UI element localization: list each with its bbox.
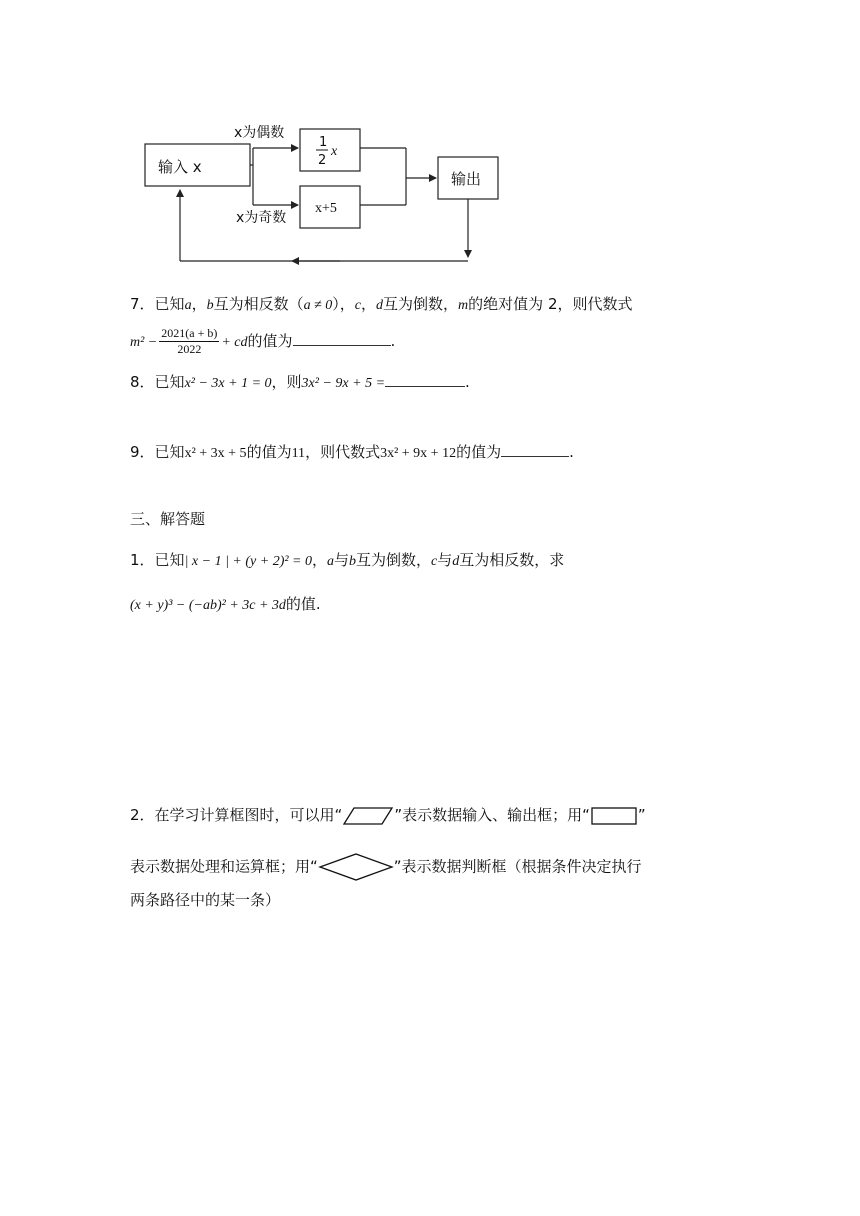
plus-label: x+5 xyxy=(315,201,337,216)
half-x-box xyxy=(300,129,360,171)
fraction: $\frac{2021(a + b)}{2022}$ xyxy=(161,326,218,356)
parallelogram-shape xyxy=(342,806,394,826)
half-den: 2 xyxy=(318,153,327,168)
answer-blank[interactable] xyxy=(501,442,569,457)
diamond-shape xyxy=(318,852,394,882)
problem-1-line2: (x + y)³ − (−ab)² + 3c + 3d的值. xyxy=(130,595,321,613)
problem-2-line3: 两条路径中的某一条） xyxy=(130,891,281,909)
problem-2-line2: 表示数据处理和运算框；用“ ”表示数据判断框（根据条件决定执行 xyxy=(130,852,642,882)
half-num: 1 xyxy=(319,135,328,150)
rectangle-shape xyxy=(590,806,638,826)
question-9: 9．已知x² + 3x + 5的值为11，则代数式3x² + 9x + 12的值为 . xyxy=(130,443,574,461)
odd-label: x为奇数 xyxy=(236,210,287,226)
problem-2-line1: 2．在学习计算框图时，可以用“ ”表示数据输入、输出框；用“ ” xyxy=(130,806,646,824)
half-var: x xyxy=(331,144,338,159)
flowchart-diagram xyxy=(0,0,860,280)
problem-1-line1: 1．已知| x − 1 | + (y + 2)² = 0，a与b互为倒数，c与d互为相反数，求 xyxy=(130,551,565,569)
question-7-line2: m² − $\frac{2021(a + b)}{2022}$ + cd的值为 . xyxy=(130,326,396,356)
input-label: 输入 x xyxy=(158,158,202,176)
section-title: 三、解答题 xyxy=(130,510,206,528)
question-7-line1: 7．已知a，b互为相反数（a ≠ 0），c，d互为倒数，m的绝对值为 2，则代数式 xyxy=(130,295,633,313)
answer-blank[interactable] xyxy=(385,372,465,387)
answer-blank[interactable] xyxy=(293,331,391,346)
question-8: 8．已知x² − 3x + 1 = 0，则3x² − 9x + 5 = . xyxy=(130,373,470,391)
even-label: x为偶数 xyxy=(234,125,285,141)
output-label: 输出 xyxy=(451,170,482,188)
